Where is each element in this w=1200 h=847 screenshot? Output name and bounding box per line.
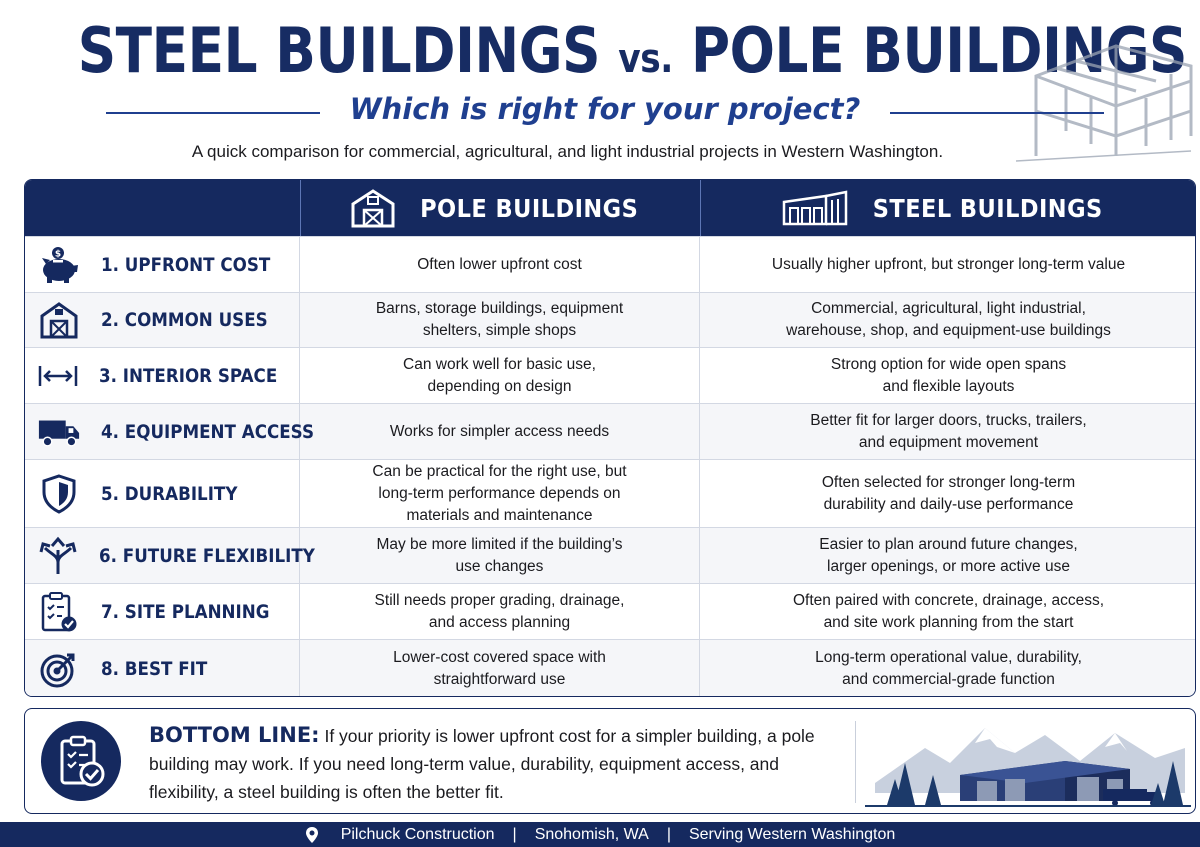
table-row xyxy=(25,639,1195,697)
row-criterion xyxy=(25,528,315,583)
pole-text: Still needs proper grading, drainage, and access planning xyxy=(374,591,625,631)
steel-building-landscape-illustration xyxy=(865,713,1191,811)
steel-text: Easier to plan around future changes, larger openings, or more active use xyxy=(819,535,1078,575)
width-arrows-icon xyxy=(37,356,79,396)
row-steel-value xyxy=(700,640,1196,697)
row-steel-value xyxy=(700,404,1196,459)
comparison-table xyxy=(24,179,1196,697)
clipboard-check-icon xyxy=(37,592,81,632)
row-criterion xyxy=(25,460,300,527)
row-label: 3. INTERIOR SPACE xyxy=(99,364,278,387)
pole-text: Often lower upfront cost xyxy=(417,255,582,273)
clipboard-check-badge xyxy=(41,721,121,801)
footer-bar xyxy=(0,822,1200,847)
row-criterion xyxy=(25,293,300,347)
footer-separator: | xyxy=(666,825,671,843)
row-pole-value xyxy=(300,584,700,639)
steel-text: Long-term operational value, durability, and commercial-grade function xyxy=(815,649,1082,688)
steel-text: Often selected for stronger long-term durability and daily-use performance xyxy=(821,473,1076,513)
barn-icon xyxy=(37,300,81,340)
tagline: A quick comparison for commercial, agricultural, and light industrial projects in Western Washington. xyxy=(191,142,944,161)
steel-building-icon xyxy=(782,190,848,226)
bottom-line-label: BOTTOM LINE: xyxy=(149,723,320,747)
row-pole-value xyxy=(300,404,700,459)
subtitle-row xyxy=(100,90,1110,134)
column-header-pole xyxy=(300,180,700,236)
row-label: 1. UPFRONT COST xyxy=(101,253,271,276)
column-header-pole-label: POLE BUILDINGS xyxy=(419,193,639,223)
row-label: 7. SITE PLANNING xyxy=(101,600,270,623)
footer-service: Serving Western Washington xyxy=(688,825,896,843)
pole-text: Can be practical for the right use, but long-term performance depends on materials and maintenance xyxy=(372,462,627,524)
row-steel-value xyxy=(700,460,1196,527)
piggy-bank-icon xyxy=(37,245,81,285)
row-criterion xyxy=(25,584,300,639)
row-criterion xyxy=(25,640,300,697)
title-vs: vs. xyxy=(618,36,673,82)
bottom-line-body: If your priority is lower upfront cost for a simpler building, a pole building may work. If you need long-term value, durability, equipment access, and flexibility, a steel building is often the better fit. xyxy=(149,726,815,802)
shield-icon xyxy=(37,474,81,514)
row-pole-value xyxy=(300,293,700,347)
column-header-steel-label: STEEL BUILDINGS xyxy=(872,193,1103,223)
location-pin-icon xyxy=(305,826,319,844)
pole-text: May be more limited if the building’s use changes xyxy=(376,535,623,575)
subtitle: Which is right for your project? xyxy=(349,92,861,126)
row-steel-value xyxy=(700,293,1196,347)
row-steel-value xyxy=(700,348,1196,403)
row-criterion xyxy=(25,237,300,292)
table-row xyxy=(25,583,1195,639)
row-label: 8. BEST FIT xyxy=(101,658,208,680)
row-steel-value xyxy=(700,584,1196,639)
table-row xyxy=(25,527,1195,583)
footer-location: Snohomish, WA xyxy=(534,825,649,843)
table-header xyxy=(25,180,1195,236)
row-criterion xyxy=(25,348,300,403)
table-row xyxy=(25,292,1195,347)
truck-icon xyxy=(37,412,81,452)
row-label: 6. FUTURE FLEXIBILITY xyxy=(99,544,315,567)
pole-text: Lower-cost covered space with straightforward use xyxy=(393,649,606,688)
target-icon xyxy=(37,649,81,689)
title-right: POLE BUILDINGS xyxy=(691,14,1188,87)
row-criterion xyxy=(25,404,315,459)
steel-text: Often paired with concrete, drainage, access, and site work planning from the start xyxy=(792,591,1105,631)
row-steel-value xyxy=(700,528,1196,583)
row-label: 5. DURABILITY xyxy=(101,482,238,505)
row-pole-value xyxy=(300,348,700,403)
table-row xyxy=(25,403,1195,459)
bottom-line-text xyxy=(149,721,849,806)
column-header-steel xyxy=(700,180,1196,236)
row-pole-value xyxy=(300,528,700,583)
title-left: STEEL BUILDINGS xyxy=(77,14,601,87)
row-pole-value xyxy=(300,460,700,527)
pole-text: Barns, storage buildings, equipment shelters, simple shops xyxy=(375,300,624,339)
steel-text: Usually higher upfront, but stronger long-term value xyxy=(771,255,1126,273)
row-steel-value xyxy=(700,237,1196,292)
table-row xyxy=(25,236,1195,292)
table-row xyxy=(25,459,1195,527)
steel-text: Better fit for larger doors, trucks, trailers, and equipment movement xyxy=(810,411,1087,451)
bottom-divider xyxy=(855,721,856,803)
bottom-line-panel xyxy=(24,708,1196,814)
subtitle-rule-right xyxy=(890,112,1104,114)
row-pole-value xyxy=(300,237,700,292)
clipboard-check-icon xyxy=(57,734,105,788)
footer-separator: | xyxy=(512,825,517,843)
pole-text: Can work well for basic use, depending on design xyxy=(403,355,596,395)
pole-text: Works for simpler access needs xyxy=(389,422,610,440)
page-title xyxy=(77,14,1188,87)
row-pole-value xyxy=(300,640,700,697)
barn-icon xyxy=(350,188,396,228)
branching-arrows-icon xyxy=(37,536,79,576)
svg-text:$: $ xyxy=(54,249,62,259)
steel-text: Commercial, agricultural, light industrial, warehouse, shop, and equipment-use buildings xyxy=(786,300,1111,339)
footer-company: Pilchuck Construction xyxy=(340,825,495,843)
table-row xyxy=(25,347,1195,403)
row-label: 4. EQUIPMENT ACCESS xyxy=(101,420,315,443)
steel-text: Strong option for wide open spans and flexible layouts xyxy=(830,355,1067,395)
row-label: 2. COMMON USES xyxy=(101,309,268,331)
